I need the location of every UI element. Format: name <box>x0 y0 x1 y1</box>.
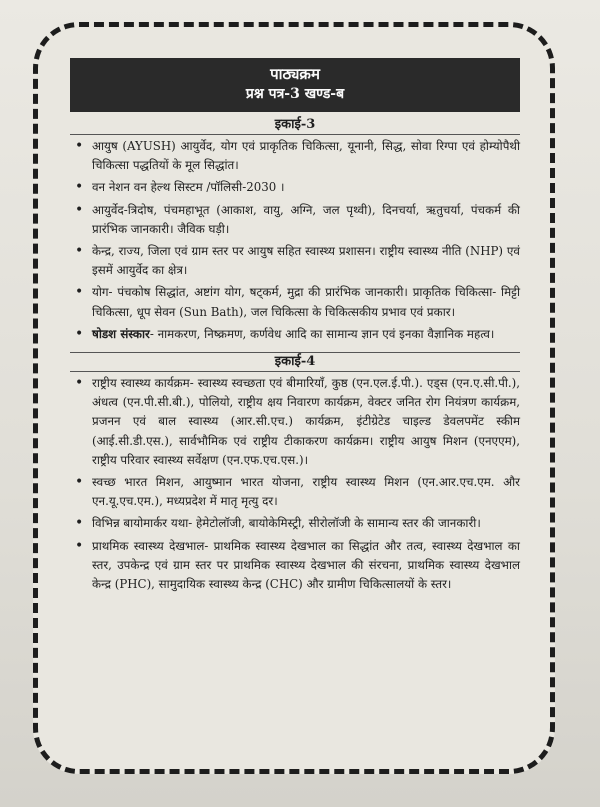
bullet-icon: • <box>75 325 84 342</box>
list-item <box>70 374 520 470</box>
item-text: - नामकरण, निष्क्रमण, कर्णवेध आदि का सामान्य ज्ञान एवं इनका वैज्ञानिक महत्व। <box>149 326 495 341</box>
syllabus-content <box>70 58 520 597</box>
bullet-icon: • <box>75 201 84 218</box>
list-item <box>70 201 520 239</box>
item-text: विभिन्न बायोमार्कर यथा- हेमेटोलॉजी, बायोकेमिस्ट्री, सीरोलॉजी के सामान्य स्तर की जानकारी। <box>92 516 481 531</box>
bullet-icon: • <box>75 537 84 554</box>
item-text: आयुर्वेद-त्रिदोष, पंचमहाभूत (आकाश, वायु, अग्नि, जल पृथ्वी), दिनचर्या, ऋतुचर्या, पंचकर्म की प्रारंभिक जानकारी। जैविक घड़ी। <box>92 202 520 236</box>
list-item <box>70 242 520 280</box>
list-item <box>70 283 520 321</box>
syllabus-header <box>70 58 520 112</box>
list-item <box>70 473 520 511</box>
bullet-icon: • <box>75 375 84 392</box>
bullet-icon: • <box>75 243 84 260</box>
bullet-icon: • <box>75 179 84 196</box>
item-text: आयुष (AYUSH) आयुर्वेद, योग एवं प्राकृतिक चिकित्सा, यूनानी, सिद्ध, सोवा रिग्पा एवं होम्योपैथी चिकित्सा पद्धतियों के मूल सिद्धांत। <box>92 139 520 173</box>
bullet-icon: • <box>75 515 84 532</box>
header-subtitle: प्रश्न पत्र-3 खण्ड-ब <box>245 86 345 102</box>
item-text: वन नेशन वन हेल्थ सिस्टम /पॉलिसी-2030 । <box>92 180 285 195</box>
header-title: पाठ्यक्रम <box>270 65 320 83</box>
bullet-icon: • <box>75 284 84 301</box>
item-term: षोडश संस्कार <box>92 326 150 341</box>
list-item <box>70 537 520 595</box>
list-item <box>70 178 520 197</box>
item-text: केन्द्र, राज्य, जिला एवं ग्राम स्तर पर आयुष सहित स्वास्थ्य प्रशासन। राष्ट्रीय स्वास्थ्य नीति (NHP) एवं इसमें आयुर्वेद का क्षेत्र। <box>92 244 520 278</box>
list-item <box>70 137 520 175</box>
bullet-icon: • <box>75 138 84 154</box>
unit-title-3: इकाई-3 <box>70 116 520 135</box>
unit-title-4: इकाई-4 <box>70 352 520 372</box>
item-text: योग- पंचकोष सिद्धांत, अष्टांग योग, षट्कर्म, मुद्रा की प्रारंभिक जानकारी। प्राकृतिक चिकित्सा- मिट्टी चिकित्सा, धूप सेवन (Sun Bath), जल चिकित्सा के चिकित्सकीय प्रभाव एवं प्रकार। <box>92 285 520 319</box>
unit-3-list <box>70 137 520 344</box>
list-item <box>70 514 520 533</box>
item-text: प्राथमिक स्वास्थ्य देखभाल- प्राथमिक स्वास्थ्य देखभाल का सिद्धांत और तत्व, स्वास्थ्य देखभाल का स्तर, उपकेन्द्र एवं ग्राम स्तर पर प्राथमिक स्वास्थ्य देखभाल की संरचना, प्राथमिक स्वास्थ्य देखभाल केन्द्र (PHC), सामुदायिक स्वास्थ्य केन्द्र (CHC) और ग्रामीण चिकित्सालयों के स्तर। <box>92 538 520 592</box>
bullet-icon: • <box>75 474 84 491</box>
unit-4-list <box>70 374 520 594</box>
item-text: राष्ट्रीय स्वास्थ्य कार्यक्रम- स्वास्थ्य स्वच्छता एवं बीमारियाँ, कुष्ठ (एन.एल.ई.पी.). एड्स (एन.ए.सी.पी.), अंधत्व (एन.पी.सी.बी.), पोलियो, राष्ट्रीय क्षय निवारण कार्यक्रम, वेक्टर जनित रोग नियंत्रण कार्यक्रम, प्रजनन एवं बाल स्वास्थ्य (आर.सी.एच.) कार्यक्रम, इंटीग्रेटेड चाइल्ड डेवलपमेंट स्कीम (आई.सी.डी.एस.), सार्वभौमिक एवं राष्ट्रीय टीकाकरण कार्यक्रम। राष्ट्रीय आयुष मिशन (एनएएम), राष्ट्रीय परिवार स्वास्थ्य सर्वेक्षण (एन.एफ.एच.एस.)। <box>92 376 520 467</box>
list-item <box>70 325 520 344</box>
item-text: स्वच्छ भारत मिशन, आयुष्मान भारत योजना, राष्ट्रीय स्वास्थ्य मिशन (एन.आर.एच.एम. और एन.यू.एच.एम.), मध्यप्रदेश में मातृ मृत्यु दर। <box>92 475 520 509</box>
